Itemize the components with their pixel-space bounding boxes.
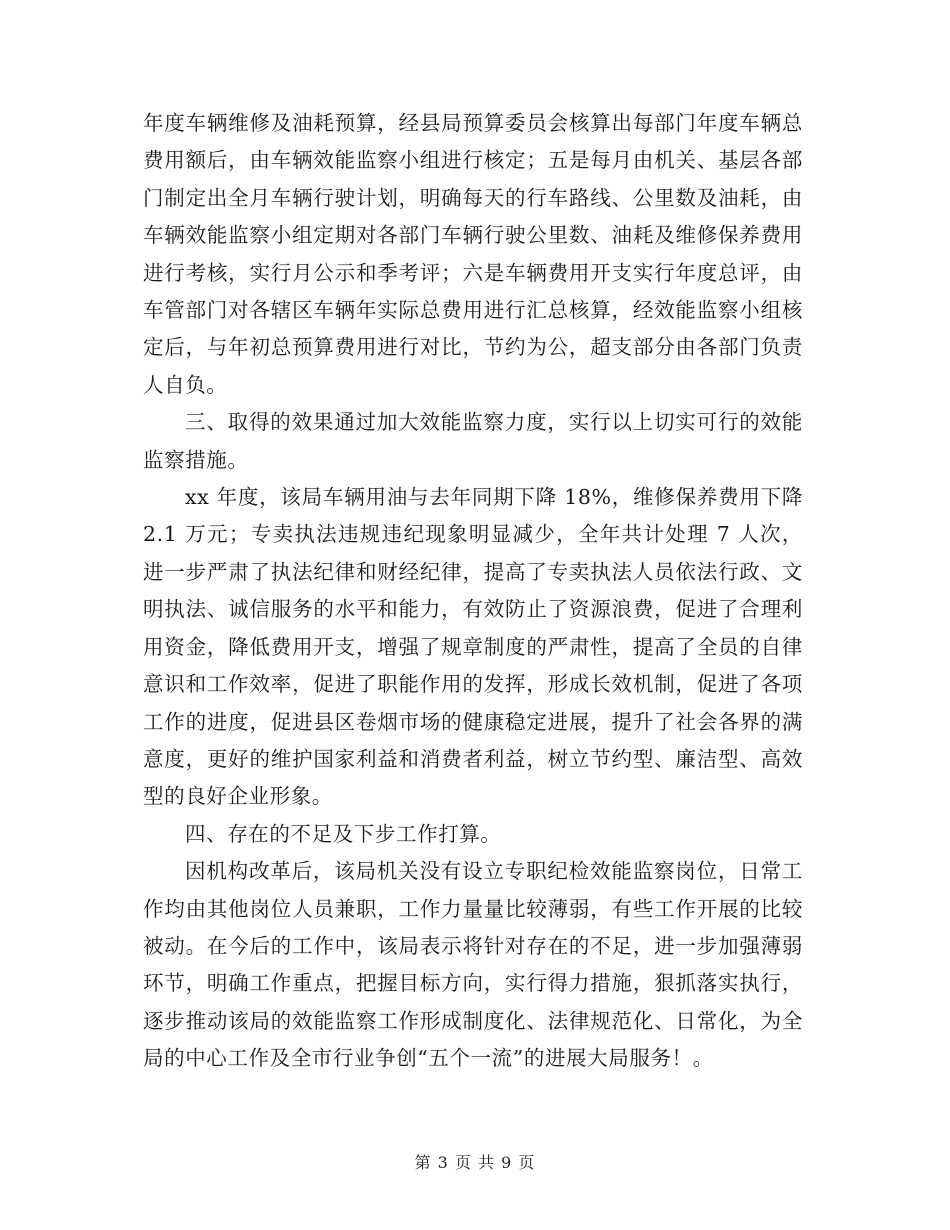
paragraph-section-four-heading: 四、存在的不足及下步工作打算。: [185, 821, 502, 846]
paragraph-vehicle-budget: 年度车辆维修及油耗预算，经县局预算委员会核算出每部门年度车辆总费用额后，由车辆效能监察小组进行核定；五是每月由机关、基层各部门制定出全月车辆行驶计划，明确每天的行车路线、公里数及油耗，由车辆效能监察小组定期对各部门车辆行驶公里数、油耗及维修保养费用进行考核，实行月公示和季考评；六是车辆费用开支实行年度总评，由车管部门对各辖区车辆年实际总费用进行汇总核算，经效能监察小组核定后，与年初总预算费用进行对比，节约为公，超支部分由各部门负责人自负。: [143, 111, 803, 397]
document-body: [143, 105, 803, 1078]
paragraph-section-three-heading: 三、取得的效果通过加大效能监察力度，实行以上切实可行的效能监察措施。: [143, 410, 803, 472]
paragraph-annual-results: xx 年度，该局车辆用油与去年同期下降 18%，维修保养费用下降 2.1 万元；专卖执法违规违纪现象明显减少，全年共计处理 7 人次，进一步严肃了执法纪律和财经纪律，提高了专卖执法人员依法行政、文明执法、诚信服务的水平和能力，有效防止了资源浪费，促进了合理利用资金，降低费用开支，增强了规章制度的严肃性，提高了全员的自律意识和工作效率，促进了职能作用的发挥，形成长效机制，促进了各项工作的进度，促进县区卷烟市场的健康稳定进展，提升了社会各界的满意度，更好的维护国家利益和消费者利益，树立节约型、廉洁型、高效型的良好企业形象。: [143, 485, 803, 809]
page-number-footer: 第 3 页 共 9 页: [414, 1153, 536, 1172]
paragraph-shortcomings-plan: 因机构改革后，该局机关没有设立专职纪检效能监察岗位，日常工作均由其他岗位人员兼职，工作力量量比较薄弱，有些工作开展的比较被动。在今后的工作中，该局表示将针对存在的不足，进一步加强薄弱环节，明确工作重点，把握目标方向，实行得力措施，狠抓落实执行，逐步推动该局的效能监察工作形成制度化、法律规范化、日常化，为全局的中心工作及全市行业争创“五个一流”的进展大局服务！。: [143, 859, 803, 1071]
